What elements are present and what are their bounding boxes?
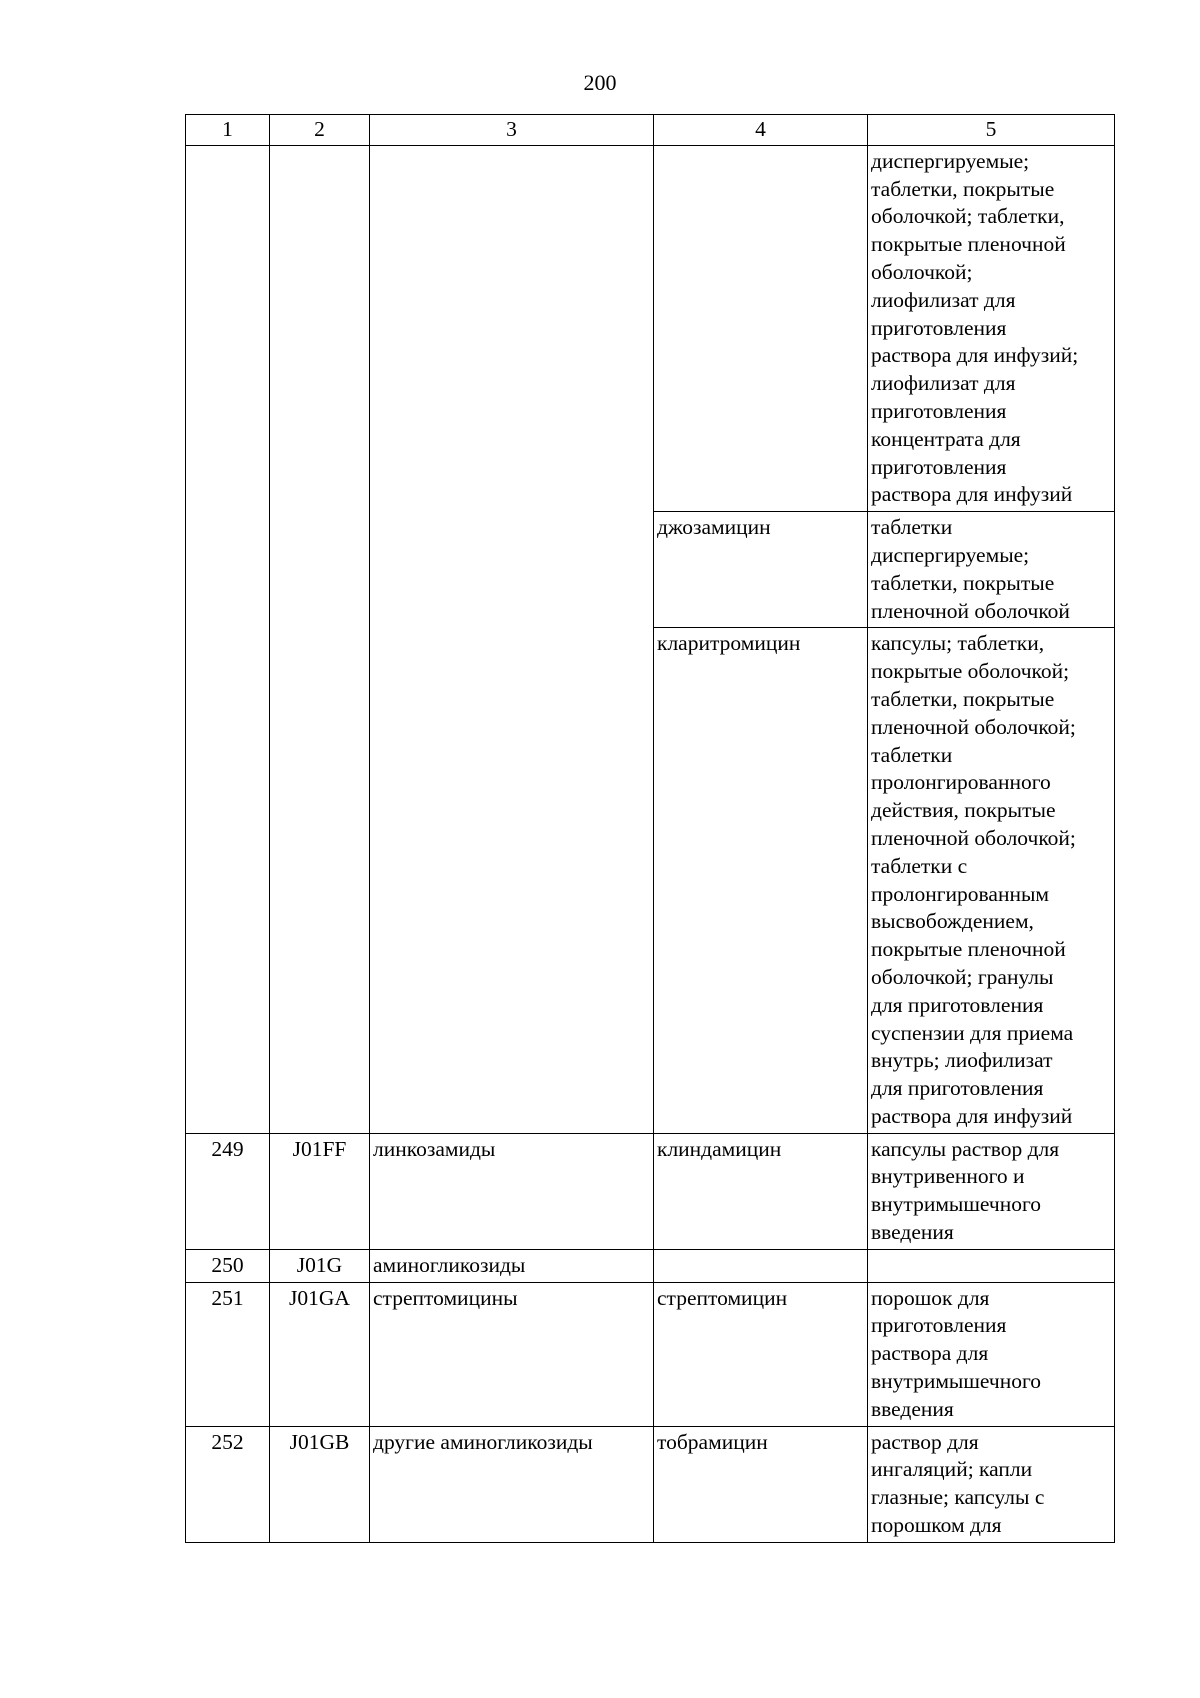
atc-code-cell: J01GB	[270, 1426, 370, 1542]
atc-code-cell: J01G	[270, 1249, 370, 1282]
dosage-form-line: покрытые пленочной	[871, 232, 1066, 257]
dosage-form-line: лиофилизат для	[871, 287, 1016, 312]
table-row	[186, 1249, 1115, 1282]
dosage-form-line: раствора для инфузий	[871, 482, 1073, 507]
dosage-form-line: таблетки	[871, 742, 953, 767]
dosage-form-line: внутримышечного	[871, 1369, 1042, 1394]
header-cell-4: 4	[654, 115, 868, 146]
dosage-form-line: внутримышечного	[871, 1192, 1042, 1217]
dosage-form-line: пленочной оболочкой;	[871, 825, 1076, 850]
table-header-row	[186, 115, 1115, 146]
dosage-form-line: глазные; капсулы с	[871, 1485, 1045, 1510]
dosage-form-line: для приготовления	[871, 1076, 1044, 1101]
dosage-form-line: раствора для инфузий;	[871, 343, 1079, 368]
header-cell-1: 1	[186, 115, 270, 146]
dosage-form-cell	[868, 145, 1115, 511]
dosage-form-line: оболочкой;	[871, 259, 973, 284]
dosage-form-line: внутривенного и	[871, 1164, 1025, 1189]
dosage-form-line: высвобождением,	[871, 909, 1034, 934]
group-name-cell: стрептомицины	[370, 1282, 654, 1426]
dosage-form-line: таблетки, покрытые	[871, 176, 1055, 201]
row-number-cell: 250	[186, 1249, 270, 1282]
dosage-form-line: капсулы; таблетки,	[871, 631, 1045, 656]
dosage-form-cell	[868, 628, 1115, 1133]
dosage-form-line: таблетки, покрытые	[871, 686, 1055, 711]
dosage-form-line: введения	[871, 1220, 954, 1245]
group-name-cell: линкозамиды	[370, 1133, 654, 1249]
group-name-cell: аминогликозиды	[370, 1249, 654, 1282]
atc-code-cell	[270, 145, 370, 1133]
dosage-form-line: оболочкой; таблетки,	[871, 204, 1065, 229]
dosage-form-line: концентрата для	[871, 426, 1021, 451]
table-row	[186, 1282, 1115, 1426]
drug-name-cell: клиндамицин	[654, 1133, 868, 1249]
dosage-form-line: раствор для	[871, 1429, 979, 1454]
drug-name-cell: джозамицин	[654, 512, 868, 628]
dosage-form-line: капсулы раствор для	[871, 1136, 1060, 1161]
dosage-form-line: ингаляций; капли	[871, 1457, 1033, 1482]
dosage-form-line: пролонгированным	[871, 881, 1050, 906]
dosage-form-line: диспергируемые;	[871, 148, 1030, 173]
group-name-cell	[370, 145, 654, 1133]
header-cell-3: 3	[370, 115, 654, 146]
header-cell-2: 2	[270, 115, 370, 146]
dosage-form-cell	[868, 1426, 1115, 1542]
dosage-form-line: действия, покрытые	[871, 798, 1056, 823]
dosage-form-line: покрытые оболочкой;	[871, 659, 1070, 684]
drug-name-cell	[654, 145, 868, 511]
atc-code-cell: J01FF	[270, 1133, 370, 1249]
dosage-form-line: приготовления	[871, 398, 1007, 423]
dosage-form-line: приготовления	[871, 1313, 1007, 1338]
dosage-form-line: раствора для инфузий	[871, 1103, 1073, 1128]
dosage-form-cell	[868, 1133, 1115, 1249]
dosage-form-cell	[868, 1249, 1115, 1282]
group-name-cell: другие аминогликозиды	[370, 1426, 654, 1542]
row-number-cell: 252	[186, 1426, 270, 1542]
dosage-form-line: суспензии для приема	[871, 1020, 1074, 1045]
dosage-form-line: внутрь; лиофилизат	[871, 1048, 1053, 1073]
dosage-form-cell	[868, 512, 1115, 628]
medicines-table	[185, 114, 1115, 1543]
dosage-form-line: лиофилизат для	[871, 371, 1016, 396]
drug-name-cell: тобрамицин	[654, 1426, 868, 1542]
dosage-form-line: приготовления	[871, 315, 1007, 340]
dosage-form-line: таблетки с	[871, 853, 968, 878]
dosage-form-line: пролонгированного	[871, 770, 1051, 795]
drug-name-cell: кларитромицин	[654, 628, 868, 1133]
drug-name-cell: стрептомицин	[654, 1282, 868, 1426]
dosage-form-line: пленочной оболочкой	[871, 598, 1070, 623]
drug-name-cell	[654, 1249, 868, 1282]
dosage-form-line: раствора для	[871, 1341, 989, 1366]
dosage-form-line: приготовления	[871, 454, 1007, 479]
table-row	[186, 1133, 1115, 1249]
table-row	[186, 1426, 1115, 1542]
dosage-form-line: оболочкой; гранулы	[871, 964, 1054, 989]
table-row	[186, 145, 1115, 511]
dosage-form-line: диспергируемые;	[871, 542, 1030, 567]
dosage-form-line: для приготовления	[871, 992, 1044, 1017]
dosage-form-line: введения	[871, 1396, 954, 1421]
atc-code-cell: J01GA	[270, 1282, 370, 1426]
dosage-form-cell	[868, 1282, 1115, 1426]
row-number-cell: 249	[186, 1133, 270, 1249]
dosage-form-line: покрытые пленочной	[871, 937, 1066, 962]
dosage-form-line: таблетки, покрытые	[871, 570, 1055, 595]
dosage-form-line: пленочной оболочкой;	[871, 714, 1076, 739]
dosage-form-line: порошком для	[871, 1513, 1002, 1538]
page-number: 200	[583, 70, 617, 95]
row-number-cell: 251	[186, 1282, 270, 1426]
header-cell-5: 5	[868, 115, 1115, 146]
row-number-cell	[186, 145, 270, 1133]
dosage-form-line: таблетки	[871, 515, 953, 540]
dosage-form-line: порошок для	[871, 1285, 990, 1310]
